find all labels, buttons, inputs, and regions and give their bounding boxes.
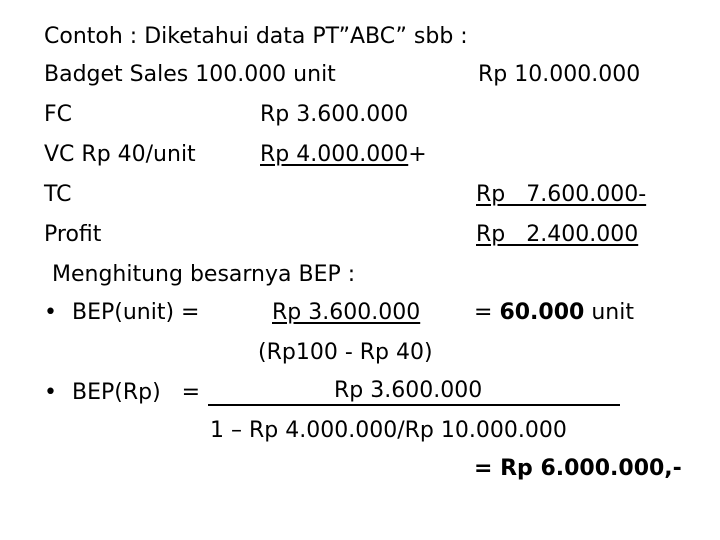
vc-label: VC Rp 40/unit: [44, 142, 196, 167]
budget-sales-value: Rp 10.000.000: [478, 62, 641, 87]
bep-rp-numerator: Rp 3.600.000: [334, 378, 483, 403]
bep-unit-label: BEP(unit) =: [72, 300, 200, 325]
bep-rp-bullet: •: [44, 380, 57, 405]
bep-unit-result-value: 60.000: [499, 300, 585, 325]
bep-rp-result: = Rp 6.000.000,-: [474, 456, 682, 481]
fc-label: FC: [44, 102, 73, 127]
plus-operator: +: [408, 142, 427, 167]
bep-rp-denominator: 1 – Rp 4.000.000/Rp 10.000.000: [210, 418, 567, 443]
bep-unit-equals: =: [474, 300, 493, 325]
tc-value: Rp 7.600.000-: [476, 182, 647, 207]
bep-unit-result-unit: unit: [591, 300, 634, 325]
header-text: Contoh : Diketahui data PT”ABC” sbb :: [44, 24, 468, 49]
vc-value-group: [260, 144, 427, 166]
fc-value: Rp 3.600.000: [260, 102, 409, 127]
bep-unit-result: [474, 302, 634, 324]
bep-rp-fraction-line: [208, 404, 620, 406]
vc-value: Rp 4.000.000: [260, 142, 409, 167]
profit-label: Profit: [44, 222, 102, 247]
bep-unit-bullet: •: [44, 300, 57, 325]
profit-value: Rp 2.400.000: [476, 222, 639, 247]
bep-unit-numerator: Rp 3.600.000: [272, 300, 421, 325]
tc-label: TC: [44, 182, 72, 207]
bep-heading: Menghitung besarnya BEP :: [52, 262, 356, 287]
bep-rp-label: BEP(Rp) =: [72, 380, 201, 405]
budget-sales-label: Badget Sales 100.000 unit: [44, 62, 336, 87]
bep-unit-denominator: (Rp100 - Rp 40): [258, 340, 433, 365]
